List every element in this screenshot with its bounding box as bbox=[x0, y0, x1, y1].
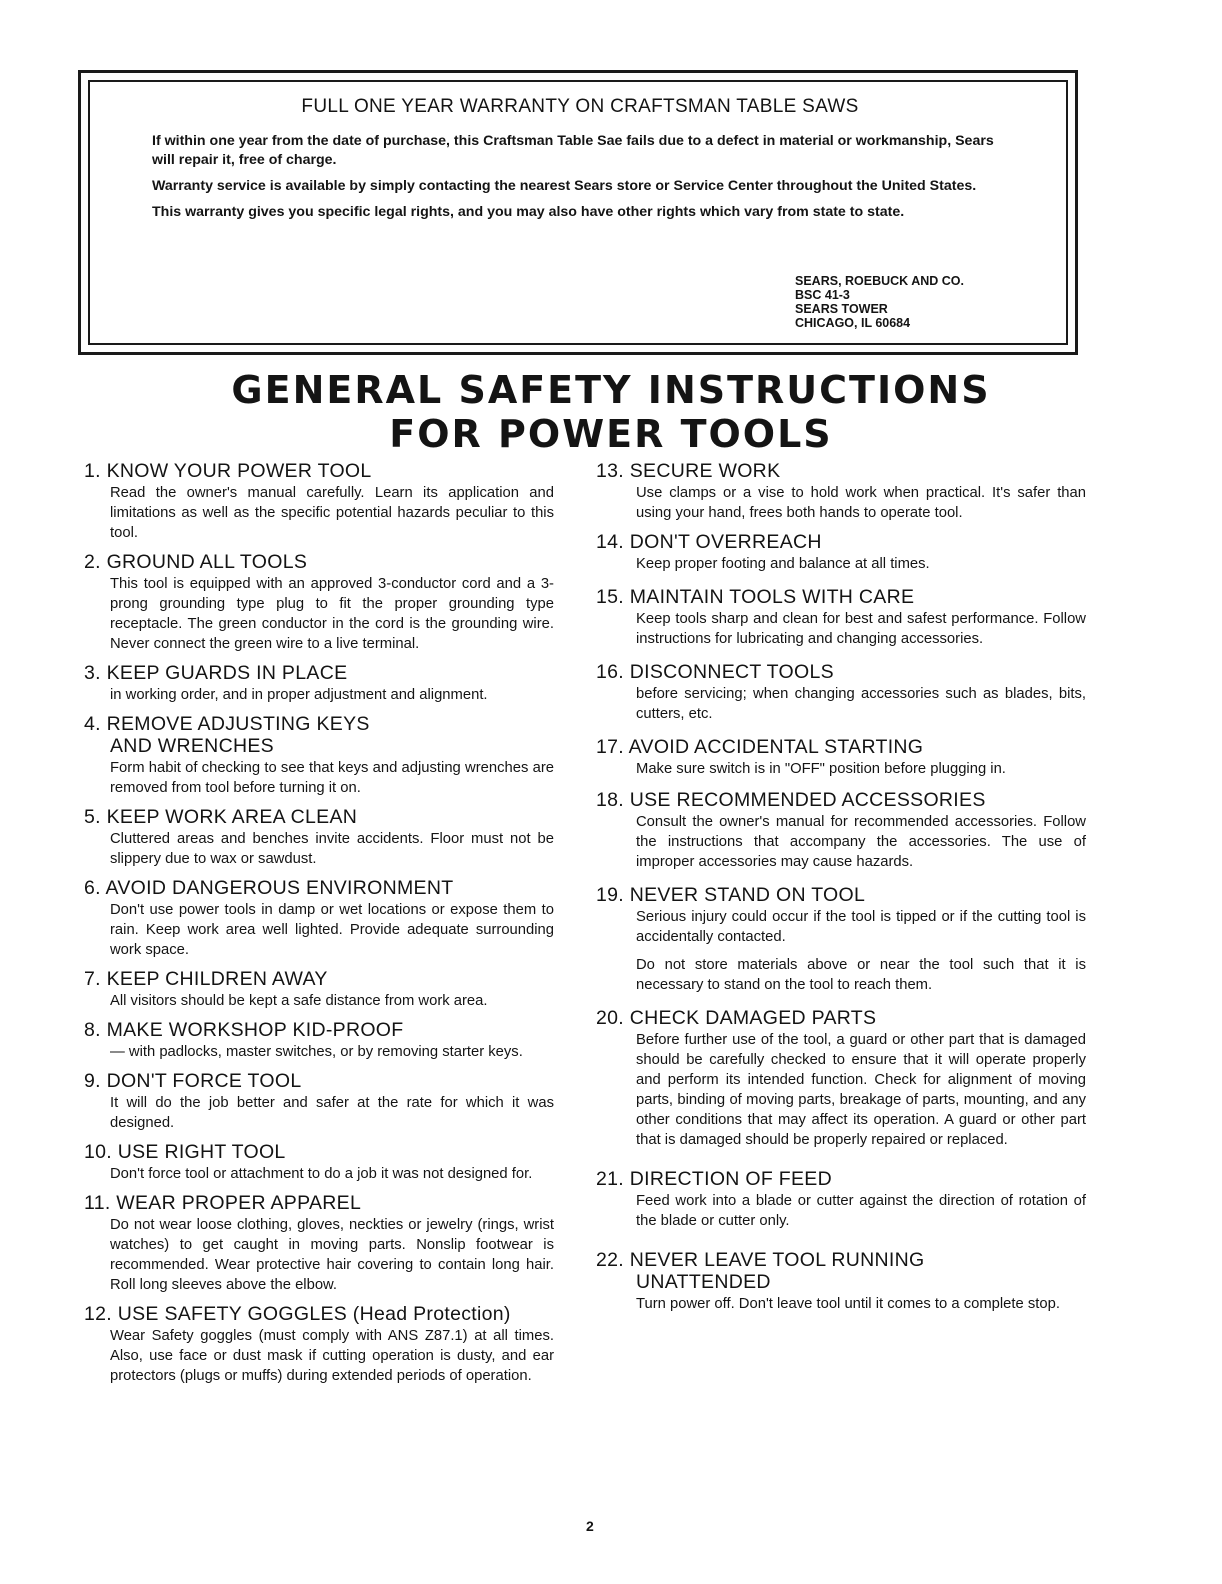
right-column bbox=[596, 460, 1086, 1314]
safety-item bbox=[84, 662, 554, 705]
safety-item-heading: 17. AVOID ACCIDENTAL STARTING bbox=[596, 736, 924, 758]
safety-item bbox=[84, 551, 554, 654]
warranty-box bbox=[88, 80, 1068, 345]
warranty-title: FULL ONE YEAR WARRANTY ON CRAFTSMAN TABLE SAWS bbox=[301, 96, 859, 117]
safety-item-text: Turn power off. Don't leave tool until it comes to a complete stop. bbox=[636, 1296, 1060, 1312]
safety-item-heading: 20. CHECK DAMAGED PARTS bbox=[596, 1007, 877, 1029]
safety-item-text: Read the owner's manual carefully. Learn its application and limitations as well as the specific potential hazards peculiar to this tool. bbox=[110, 485, 554, 541]
safety-item-text: Cluttered areas and benches invite accidents. Floor must not be slippery due to wax or sawdust. bbox=[110, 831, 554, 867]
safety-item-text: Before further use of the tool, a guard or other part that is damaged should be carefully checked to ensure that it will operate properly and perform its intended function. Check for alignment of moving parts, binding of moving parts, breakage of parts, mounting, and any other conditions that may affect its operation. A guard or other part that is damaged should be properly repaired or replaced. bbox=[636, 1032, 1086, 1148]
safety-item bbox=[84, 1192, 554, 1295]
safety-item-heading: 22. NEVER LEAVE TOOL RUNNING UNATTENDED bbox=[596, 1249, 925, 1293]
safety-item bbox=[596, 884, 1086, 995]
safety-item bbox=[84, 806, 554, 869]
safety-item-text: Don't force tool or attachment to do a job it was not designed for. bbox=[110, 1166, 533, 1182]
safety-item-heading: 8. MAKE WORKSHOP KID-PROOF bbox=[84, 1019, 404, 1041]
safety-item-heading: 9. DON'T FORCE TOOL bbox=[84, 1070, 302, 1092]
safety-item-text: Do not wear loose clothing, gloves, neckties or jewelry (rings, wrist watches) to get caught in moving parts. Nonslip footwear is recommended. Wear protective hair covering to contain long hair. Roll long sleeves above the elbow. bbox=[110, 1217, 554, 1293]
safety-item-heading: 18. USE RECOMMENDED ACCESSORIES bbox=[596, 789, 986, 811]
safety-item-text: This tool is equipped with an approved 3-conductor cord and a 3-prong grounding type plug to fit the proper grounding type receptacle. The green conductor in the cord is the grounding wire. Never connect the green wire to a live terminal. bbox=[110, 576, 554, 652]
safety-item-text: Keep tools sharp and clean for best and safest performance. Follow instructions for lubricating and changing accessories. bbox=[636, 611, 1086, 647]
left-column bbox=[84, 460, 554, 1386]
warranty-paragraph: This warranty gives you specific legal rights, and you may also have other rights which vary from state to state. bbox=[152, 204, 905, 220]
safety-item-heading: 14. DON'T OVERREACH bbox=[596, 531, 822, 553]
safety-item-text: Make sure switch is in "OFF" position before plugging in. bbox=[636, 761, 1006, 777]
safety-item-text: Feed work into a blade or cutter against the direction of rotation of the blade or cutter only. bbox=[636, 1193, 1086, 1229]
safety-item bbox=[596, 736, 1086, 779]
safety-item bbox=[596, 531, 1086, 574]
address-line: BSC 41-3 bbox=[795, 288, 850, 302]
safety-item bbox=[596, 1007, 1086, 1150]
safety-item-text: It will do the job better and safer at the rate for which it was designed. bbox=[110, 1095, 554, 1131]
warranty-paragraph: Warranty service is available by simply contacting the nearest Sears store or Service Center throughout the United States. bbox=[152, 178, 977, 194]
safety-item bbox=[596, 1249, 1086, 1314]
address-line: SEARS TOWER bbox=[795, 302, 888, 316]
safety-item bbox=[84, 1303, 554, 1386]
safety-item bbox=[84, 1141, 554, 1184]
safety-item-heading: 15. MAINTAIN TOOLS WITH CARE bbox=[596, 586, 915, 608]
page-title-line1: GENERAL SAFETY INSTRUCTIONS bbox=[231, 368, 991, 412]
safety-item-text: Do not store materials above or near the tool such that it is necessary to stand on the tool to reach them. bbox=[636, 957, 1086, 993]
address-line: SEARS, ROEBUCK AND CO. bbox=[795, 274, 964, 288]
safety-item-heading: 11. WEAR PROPER APPAREL bbox=[84, 1192, 362, 1214]
safety-item-heading: 4. REMOVE ADJUSTING KEYS AND WRENCHES bbox=[84, 713, 370, 757]
safety-item-text: Use clamps or a vise to hold work when practical. It's safer than using your hand, frees both hands to operate tool. bbox=[636, 485, 1086, 521]
address-line: CHICAGO, IL 60684 bbox=[795, 316, 911, 330]
page-title-line2: FOR POWER TOOLS bbox=[389, 412, 833, 456]
safety-item-text: Serious injury could occur if the tool is tipped or if the cutting tool is accidentally contacted. bbox=[636, 909, 1086, 945]
safety-item bbox=[596, 661, 1086, 724]
safety-item-heading: 10. USE RIGHT TOOL bbox=[84, 1141, 286, 1163]
safety-item bbox=[596, 460, 1086, 523]
safety-item bbox=[84, 968, 554, 1011]
safety-item-heading: 1. KNOW YOUR POWER TOOL bbox=[84, 460, 372, 482]
safety-item bbox=[84, 460, 554, 543]
safety-item bbox=[596, 586, 1086, 649]
safety-item-text: Wear Safety goggles (must comply with ANS Z87.1) at all times. Also, use face or dust mask if cutting operation is dusty, and ear protectors (plugs or muffs) during extended periods of operation. bbox=[110, 1328, 554, 1384]
page-number: 2 bbox=[586, 1518, 594, 1534]
safety-item-text: — with padlocks, master switches, or by removing starter keys. bbox=[110, 1044, 523, 1060]
safety-item-text: All visitors should be kept a safe distance from work area. bbox=[110, 993, 488, 1009]
safety-item bbox=[84, 713, 554, 798]
safety-item-text: Consult the owner's manual for recommended accessories. Follow the instructions that accompany the accessories. The use of improper accessories may cause hazards. bbox=[636, 814, 1086, 870]
safety-item-text: Form habit of checking to see that keys and adjusting wrenches are removed from tool before turning it on. bbox=[110, 760, 554, 796]
safety-item-text: Don't use power tools in damp or wet locations or expose them to rain. Keep work area well lighted. Provide adequate surrounding work space. bbox=[110, 902, 554, 958]
safety-item-heading: 21. DIRECTION OF FEED bbox=[596, 1168, 832, 1190]
safety-item-heading: 2. GROUND ALL TOOLS bbox=[84, 551, 308, 573]
safety-item bbox=[84, 1019, 554, 1062]
safety-item-text: in working order, and in proper adjustment and alignment. bbox=[110, 687, 488, 703]
safety-item-text: Keep proper footing and balance at all times. bbox=[636, 556, 930, 572]
safety-item-heading: 19. NEVER STAND ON TOOL bbox=[596, 884, 866, 906]
safety-item bbox=[596, 789, 1086, 872]
safety-item-heading: 7. KEEP CHILDREN AWAY bbox=[84, 968, 328, 990]
safety-item-heading: 16. DISCONNECT TOOLS bbox=[596, 661, 834, 683]
warranty-address bbox=[795, 274, 964, 330]
safety-item-heading: 6. AVOID DANGEROUS ENVIRONMENT bbox=[84, 877, 454, 899]
safety-item bbox=[84, 877, 554, 960]
safety-item-heading: 3. KEEP GUARDS IN PLACE bbox=[84, 662, 348, 684]
safety-item bbox=[84, 1070, 554, 1133]
warranty-paragraph: If within one year from the date of purchase, this Craftsman Table Sae fails due to a defect in material or workmanship, Sears will repair it, free of charge. bbox=[152, 133, 994, 168]
safety-item-heading: 13. SECURE WORK bbox=[596, 460, 781, 482]
safety-item-heading: 5. KEEP WORK AREA CLEAN bbox=[84, 806, 358, 828]
safety-item-heading: 12. USE SAFETY GOGGLES (Head Protection) bbox=[84, 1303, 511, 1325]
safety-item-text: before servicing; when changing accessories such as blades, bits, cutters, etc. bbox=[636, 686, 1086, 722]
safety-item bbox=[596, 1168, 1086, 1231]
